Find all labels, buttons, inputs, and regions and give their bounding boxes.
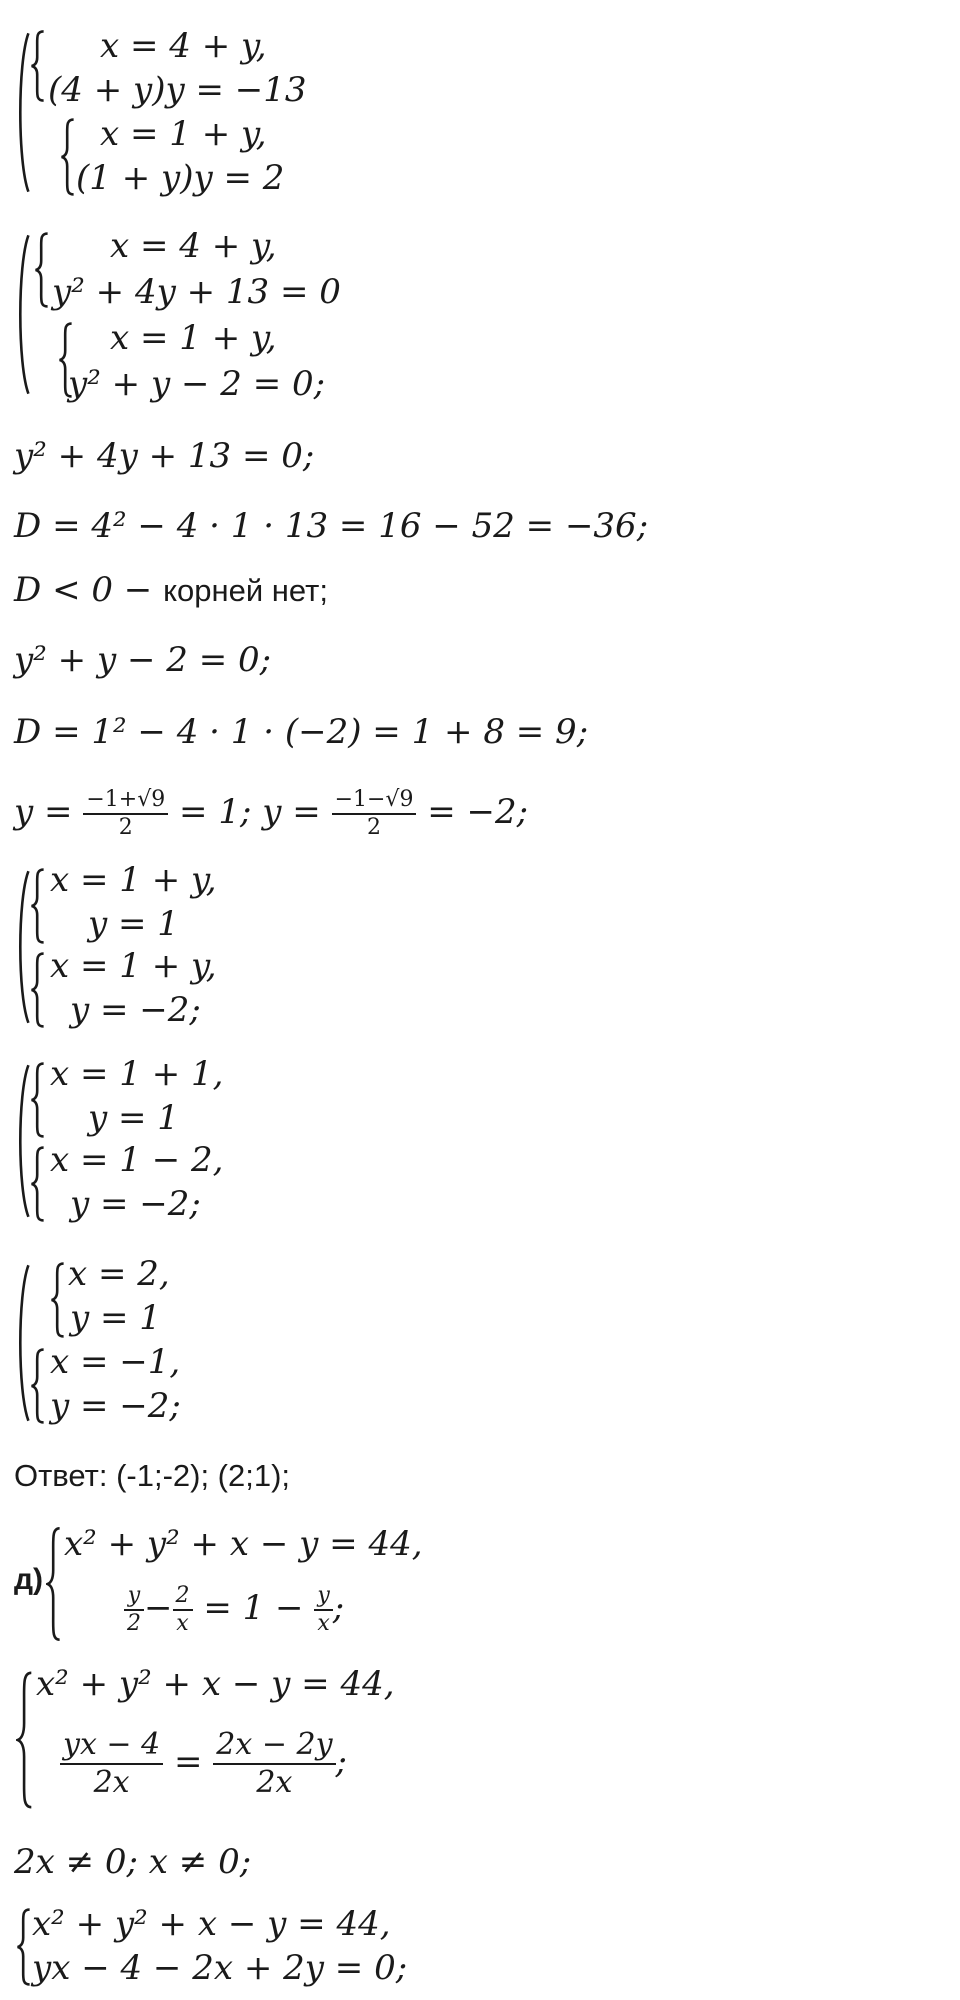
answer-text: Ответ: (-1;-2); (2;1); [14, 1458, 291, 1493]
equation-line: x = 1 + y, [100, 114, 267, 154]
note-math: D < 0 − [14, 570, 153, 610]
discriminant-1: D = 4² − 4 · 1 · 13 = 16 − 52 = −36; [14, 506, 649, 546]
brace [30, 1146, 46, 1222]
operator: = [173, 1742, 203, 1782]
equation-line: (4 + y)y = −13 [48, 70, 307, 110]
equation-line: y = −2; [70, 990, 201, 1030]
equation-line: x² + y² + x − y = 44, [36, 1664, 395, 1704]
domain-condition: 2x ≠ 0; x ≠ 0; [14, 1842, 252, 1882]
equation-line: x² + y² + x − y = 44, [32, 1904, 391, 1944]
operator: = 1 − [203, 1588, 304, 1628]
brace [50, 1262, 66, 1338]
equation-line: x = −1, [50, 1342, 181, 1382]
equation-line: x = 2, [68, 1254, 170, 1294]
note-text: корней нет; [163, 573, 328, 608]
equation-line: x = 1 + y, [50, 860, 217, 900]
brace [16, 1670, 34, 1810]
fraction [173, 1583, 193, 1637]
equation-line: x = 1 − 2, [50, 1140, 224, 1180]
equation-line: x = 1 + y, [50, 946, 217, 986]
root-value: = 1; [179, 792, 252, 832]
fraction-numerator: −1+√9 [83, 787, 168, 815]
fraction [124, 1583, 144, 1637]
brace [30, 1348, 46, 1424]
roots-line [14, 770, 528, 854]
fraction-denominator: x [317, 1611, 330, 1636]
fraction-numerator: 2x − 2y [213, 1727, 335, 1765]
equation-line: x = 4 + y, [100, 26, 267, 66]
root-fraction-a [83, 787, 168, 841]
equation-1: y² + 4y + 13 = 0; [14, 436, 315, 476]
equation-line: x² + y² + x − y = 44, [64, 1524, 423, 1564]
root-value: = −2; [427, 792, 529, 832]
outer-bracket [14, 232, 32, 397]
brace [30, 952, 46, 1028]
discriminant-2: D = 1² − 4 · 1 · (−2) = 1 + 8 = 9; [14, 712, 589, 752]
equation-line [124, 1570, 344, 1646]
fraction-denominator: x [176, 1611, 189, 1636]
discriminant-note [14, 570, 328, 611]
fraction-denominator: 2 [127, 1611, 141, 1636]
equation-line [60, 1712, 347, 1812]
equation-line: x = 1 + y, [110, 318, 277, 358]
fraction-denominator: 2 [118, 815, 133, 840]
equation-line: y = 1 [88, 1098, 179, 1138]
fraction-numerator: y [314, 1583, 332, 1611]
part-label: д) [14, 1563, 44, 1596]
equation-line: x = 1 + 1, [50, 1054, 224, 1094]
equation-line: y = −2; [70, 1184, 201, 1224]
equation-line: (1 + y)y = 2 [76, 158, 285, 198]
equation-2: y² + y − 2 = 0; [14, 640, 272, 680]
fraction-numerator: 2 [173, 1583, 193, 1611]
operator: − [144, 1588, 173, 1628]
equation-line: y² + y − 2 = 0; [68, 364, 326, 404]
fraction-denominator: 2 [367, 815, 381, 840]
fraction-denominator: 2x [93, 1765, 130, 1800]
fraction-numerator: y [124, 1583, 144, 1611]
root-fraction-b [332, 787, 417, 841]
equation-line: y = 1 [70, 1298, 161, 1338]
equation-line: x = 4 + y, [110, 226, 277, 266]
fraction-numerator: −1−√9 [332, 787, 417, 815]
equation-line: y = −2; [50, 1386, 181, 1426]
fraction-numerator: yx − 4 [60, 1727, 163, 1765]
brace [46, 1526, 62, 1642]
equation-line: yx − 4 − 2x + 2y = 0; [32, 1948, 408, 1988]
brace [30, 1062, 46, 1138]
fraction [60, 1727, 163, 1801]
brace [30, 868, 46, 944]
fraction [213, 1727, 335, 1801]
root-label: y = [262, 792, 321, 832]
equation-line: y² + 4y + 13 = 0 [52, 272, 341, 312]
brace [34, 232, 50, 308]
root-label: y = [14, 792, 73, 832]
terminator: ; [332, 1588, 345, 1628]
brace [60, 118, 76, 196]
fraction-denominator: 2x [256, 1765, 293, 1800]
brace [30, 30, 46, 102]
fraction [314, 1583, 332, 1637]
terminator: ; [335, 1742, 348, 1782]
equation-line: y = 1 [88, 904, 179, 944]
brace [16, 1908, 32, 1986]
